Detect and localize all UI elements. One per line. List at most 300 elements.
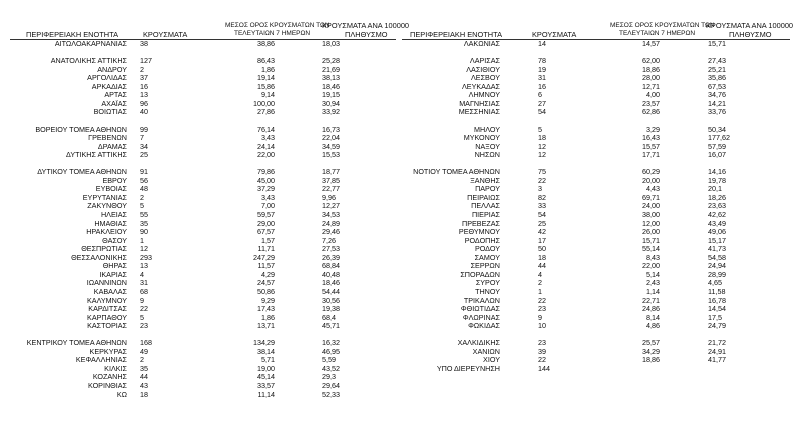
table-row <box>0 177 800 186</box>
avg-value: 19,14 <box>257 73 275 83</box>
rate-value: 41,77 <box>708 355 726 365</box>
rate-value: 68,4 <box>322 312 336 322</box>
avg-value: 20,00 <box>642 175 660 185</box>
table-row <box>0 262 800 271</box>
region-name: ΘΗΡΑΣ <box>102 261 127 271</box>
cases-value: 78 <box>538 56 546 66</box>
cases-value: 22 <box>538 295 546 305</box>
region-name: ΥΠΟ ΔΙΕΡΕΥΝΗΣΗ <box>436 363 500 373</box>
table-row <box>0 322 800 331</box>
cases-value: 37 <box>140 73 148 83</box>
avg-value: 3,29 <box>646 124 660 134</box>
rate-value: 22,04 <box>322 133 340 143</box>
cases-value: 56 <box>140 175 148 185</box>
rate-value: 42,62 <box>708 210 726 219</box>
cases-value: 144 <box>538 363 550 373</box>
region-name: ΚΑΛΥΜΝΟΥ <box>87 295 127 305</box>
region-name: ΚΑΡΠΑΘΟΥ <box>87 312 127 322</box>
cases-value: 2 <box>140 355 144 365</box>
avg-value: 14,57 <box>642 39 660 48</box>
table-row <box>0 134 800 143</box>
rate-value: 24,94 <box>708 261 726 271</box>
region-name: ΜΥΚΟΝΟΥ <box>463 133 500 143</box>
avg-value: 1,14 <box>646 286 660 296</box>
table-row <box>0 297 800 306</box>
avg-value: 22,00 <box>257 150 275 160</box>
avg-value: 38,86 <box>257 39 275 48</box>
avg-value: 24,86 <box>642 304 660 314</box>
region-name: ΘΕΣΣΑΛΟΝΙΚΗΣ <box>71 252 127 262</box>
region-name: ΜΗΛΟΥ <box>474 124 500 134</box>
region-name: ΚΑΡΔΙΤΣΑΣ <box>88 304 127 314</box>
rate-value: 15,17 <box>708 235 726 245</box>
rate-value: 43,52 <box>322 363 340 373</box>
cases-value: 293 <box>140 252 152 262</box>
table-row <box>0 74 800 83</box>
rate-value: 25,28 <box>322 56 340 66</box>
avg-value: 4,43 <box>646 184 660 194</box>
rate-value: 40,48 <box>322 269 340 279</box>
table-row <box>0 339 800 348</box>
rate-value: 57,59 <box>708 141 726 151</box>
avg-value: 26,00 <box>642 227 660 237</box>
cases-value: 5 <box>538 124 542 134</box>
rate-value: 49,06 <box>708 227 726 237</box>
rate-value: 46,95 <box>322 346 340 356</box>
region-name: ΑΡΚΑΔΙΑΣ <box>91 81 127 91</box>
cases-value: 54 <box>538 107 546 117</box>
avg-value: 1,86 <box>261 64 275 74</box>
rate-value: 45,71 <box>322 321 340 331</box>
region-name: ΑΡΓΟΛΙΔΑΣ <box>87 73 127 83</box>
rate-value: 18,26 <box>708 192 726 202</box>
cases-value: 5 <box>140 312 144 322</box>
cases-value: 4 <box>538 269 542 279</box>
avg-value: 50,86 <box>257 286 275 296</box>
avg-value: 22,00 <box>642 261 660 271</box>
avg-value: 11,71 <box>257 244 275 254</box>
cases-value: 22 <box>538 355 546 365</box>
region-name: ΛΕΣΒΟΥ <box>471 73 500 83</box>
avg-value: 22,71 <box>642 295 660 305</box>
avg-value: 24,57 <box>257 278 275 288</box>
region-name: ΚΕΦΑΛΛΗΝΙΑΣ <box>75 355 127 365</box>
table-row <box>0 202 800 211</box>
table-row <box>0 220 800 229</box>
table-row <box>0 185 800 194</box>
rate-value: 9,96 <box>322 192 336 202</box>
cases-value: 18 <box>538 252 546 262</box>
rate-value: 29,46 <box>322 227 340 237</box>
cases-value: 9 <box>140 295 144 305</box>
cases-value: 91 <box>140 167 148 177</box>
region-name: ΜΕΣΣΗΝΙΑΣ <box>458 107 500 117</box>
cases-value: 168 <box>140 338 152 348</box>
table-row <box>0 100 800 109</box>
cases-value: 6 <box>538 90 542 100</box>
table-row <box>0 66 800 75</box>
cases-value: 50 <box>538 244 546 254</box>
avg-value: 55,14 <box>642 244 660 254</box>
rate-value: 35,86 <box>708 73 726 83</box>
avg-value: 34,29 <box>642 346 660 356</box>
cases-value: 14 <box>538 39 546 48</box>
rate-value: 24,79 <box>708 321 726 331</box>
rate-value: 18,46 <box>322 81 340 91</box>
rate-value: 23,63 <box>708 201 726 211</box>
rate-value: 30,56 <box>322 295 340 305</box>
region-name: ΑΙΤΩΛΟΑΚΑΡΝΑΝΙΑΣ <box>54 39 127 48</box>
rate-value: 50,34 <box>708 124 726 134</box>
rate-value: 30,94 <box>322 98 340 108</box>
avg-value: 7,00 <box>261 201 275 211</box>
region-name: ΚΑΣΤΟΡΙΑΣ <box>87 321 127 331</box>
region-name: ΒΟΙΩΤΙΑΣ <box>93 107 127 117</box>
left-header-avg-line1: ΜΕΣΟΣ ΟΡΟΣ ΚΡΟΥΣΜΑΤΩΝ ΤΩΝ <box>225 22 330 29</box>
region-name: ΤΡΙΚΑΛΩΝ <box>463 295 500 305</box>
avg-value: 3,43 <box>261 133 275 143</box>
avg-value: 16,43 <box>642 133 660 143</box>
region-name: ΗΡΑΚΛΕΙΟΥ <box>86 227 127 237</box>
cases-value: 31 <box>140 278 148 288</box>
cases-value: 44 <box>140 372 148 382</box>
cases-value: 68 <box>140 286 148 296</box>
cases-value: 17 <box>538 235 546 245</box>
avg-value: 12,00 <box>642 218 660 228</box>
rate-value: 24,89 <box>322 218 340 228</box>
table-row <box>0 356 800 365</box>
avg-value: 2,43 <box>646 278 660 288</box>
rate-value: 26,39 <box>322 252 340 262</box>
cases-value: 18 <box>538 133 546 143</box>
rate-value: 41,73 <box>708 244 726 254</box>
left-header-cases: ΚΡΟΥΣΜΑΤΑ <box>143 30 188 39</box>
region-name: ΛΑΡΙΣΑΣ <box>469 56 500 66</box>
cases-value: 9 <box>538 312 542 322</box>
region-name: ΑΝΔΡΟΥ <box>97 64 127 74</box>
cases-value: 31 <box>538 73 546 83</box>
rate-value: 16,73 <box>322 124 340 134</box>
rate-value: 19,38 <box>322 304 340 314</box>
cases-value: 44 <box>538 261 546 271</box>
cases-value: 13 <box>140 90 148 100</box>
region-name: ΒΟΡΕΙΟΥ ΤΟΜΕΑ ΑΘΗΝΩΝ <box>35 124 127 134</box>
rate-value: 7,26 <box>322 235 336 245</box>
right-header-avg-line1: ΜΕΣΟΣ ΟΡΟΣ ΚΡΟΥΣΜΑΤΩΝ ΤΩΝ <box>610 22 715 29</box>
table-row <box>0 211 800 220</box>
rate-value: 33,92 <box>322 107 340 117</box>
rate-value: 14,21 <box>708 98 726 108</box>
cases-value: 25 <box>140 150 148 160</box>
rate-value: 18,03 <box>322 39 340 48</box>
region-name: ΝΟΤΙΟΥ ΤΟΜΕΑ ΑΘΗΝΩΝ <box>413 167 500 177</box>
rate-value: 25,21 <box>708 64 726 74</box>
rate-value: 20,1 <box>708 184 722 194</box>
avg-value: 24,14 <box>257 141 275 151</box>
avg-value: 8,43 <box>646 252 660 262</box>
cases-value: 2 <box>140 64 144 74</box>
cases-value: 43 <box>140 381 148 390</box>
avg-value: 12,71 <box>642 81 660 91</box>
right-header-cases: ΚΡΟΥΣΜΑΤΑ <box>532 30 577 39</box>
cases-value: 19 <box>538 64 546 74</box>
rate-value: 11,58 <box>708 286 726 296</box>
cases-value: 3 <box>538 184 542 194</box>
cases-value: 4 <box>140 269 144 279</box>
table-row <box>0 279 800 288</box>
left-header-rate-line1: ΚΡΟΥΣΜΑΤΑ ΑΝΑ 100000 <box>322 21 410 30</box>
avg-value: 8,14 <box>646 312 660 322</box>
cases-value: 22 <box>538 175 546 185</box>
rate-value: 177,62 <box>708 133 730 143</box>
region-name: ΣΠΟΡΑΔΩΝ <box>460 269 500 279</box>
avg-value: 33,57 <box>257 381 275 390</box>
avg-value: 5,14 <box>646 269 660 279</box>
table-row <box>0 228 800 237</box>
region-name: ΚΟΡΙΝΘΙΑΣ <box>88 381 127 390</box>
region-name: ΡΕΘΥΜΝΟΥ <box>458 227 500 237</box>
rate-value: 29,64 <box>322 381 340 390</box>
region-name: ΧΑΛΚΙΔΙΚΗΣ <box>457 338 500 348</box>
region-name: ΞΑΝΘΗΣ <box>470 175 500 185</box>
region-name: ΕΒΡΟΥ <box>102 175 127 185</box>
region-name: ΣΥΡΟΥ <box>475 278 500 288</box>
avg-value: 5,71 <box>261 355 275 365</box>
rate-value: 38,13 <box>322 73 340 83</box>
cases-value: 42 <box>538 227 546 237</box>
avg-value: 4,00 <box>646 90 660 100</box>
left-header-rate-line2: ΠΛΗΘΥΣΜΟ <box>345 30 388 39</box>
cases-value: 1 <box>140 235 144 245</box>
avg-value: 60,29 <box>642 167 660 177</box>
region-name: ΠΕΙΡΑΙΩΣ <box>467 192 500 202</box>
region-name: ΑΡΤΑΣ <box>104 90 127 100</box>
region-name: ΣΑΜΟΥ <box>474 252 500 262</box>
rate-value: 14,54 <box>708 304 726 314</box>
avg-value: 247,29 <box>253 252 275 262</box>
table-row <box>0 271 800 280</box>
cases-value: 38 <box>140 39 148 48</box>
cases-value: 7 <box>140 133 144 143</box>
region-name: ΚΕΝΤΡΙΚΟΥ ΤΟΜΕΑ ΑΘΗΝΩΝ <box>26 338 127 348</box>
rate-value: 34,53 <box>322 210 340 219</box>
rate-value: 21,69 <box>322 64 340 74</box>
region-name: ΙΚΑΡΙΑΣ <box>99 269 127 279</box>
cases-value: 13 <box>140 261 148 271</box>
avg-value: 45,14 <box>257 372 275 382</box>
cases-value: 90 <box>140 227 148 237</box>
region-name: ΦΘΙΩΤΙΔΑΣ <box>460 304 500 314</box>
table-row <box>0 305 800 314</box>
rate-value: 54,58 <box>708 252 726 262</box>
region-name: ΡΟΔΟΥ <box>474 244 500 254</box>
avg-value: 29,00 <box>257 218 275 228</box>
region-name: ΔΡΑΜΑΣ <box>97 141 127 151</box>
table-row <box>0 365 800 374</box>
avg-value: 27,86 <box>257 107 275 117</box>
avg-value: 67,57 <box>257 227 275 237</box>
rate-value: 14,16 <box>708 167 726 177</box>
cases-value: 23 <box>538 338 546 348</box>
region-name: ΦΩΚΙΔΑΣ <box>468 321 500 331</box>
left-header-avg-line2: ΤΕΛΕΥΤΑΙΩΝ 7 ΗΜΕΡΩΝ <box>234 30 311 37</box>
avg-value: 37,29 <box>257 184 275 194</box>
region-name: ΔΥΤΙΚΟΥ ΤΟΜΕΑ ΑΘΗΝΩΝ <box>37 167 127 177</box>
avg-value: 17,43 <box>257 304 275 314</box>
avg-value: 100,00 <box>253 98 275 108</box>
region-name: ΧΙΟΥ <box>483 355 500 365</box>
region-name: ΚΑΒΑΛΑΣ <box>93 286 127 296</box>
rate-value: 27,43 <box>708 56 726 66</box>
right-header-rate-line1: ΚΡΟΥΣΜΑΤΑ ΑΝΑ 100000 <box>706 21 794 30</box>
region-name: ΖΑΚΥΝΘΟΥ <box>87 201 127 211</box>
table-row <box>0 194 800 203</box>
table-row <box>0 57 800 66</box>
cases-value: 75 <box>538 167 546 177</box>
rate-value: 16,07 <box>708 150 726 160</box>
avg-value: 11,14 <box>257 389 275 399</box>
avg-value: 59,57 <box>257 210 275 219</box>
region-name: ΠΕΛΛΑΣ <box>471 201 500 211</box>
region-name: ΤΗΝΟΥ <box>475 286 500 296</box>
region-name: ΛΑΚΩΝΙΑΣ <box>463 39 500 48</box>
cases-value: 35 <box>140 218 148 228</box>
table-row <box>0 254 800 263</box>
region-name: ΠΑΡΟΥ <box>475 184 500 194</box>
rate-value: 15,71 <box>708 39 726 48</box>
rate-value: 18,46 <box>322 278 340 288</box>
avg-value: 28,00 <box>642 73 660 83</box>
avg-value: 13,71 <box>257 321 275 331</box>
right-header-region: ΠΕΡΙΦΕΡΕΙΑΚΗ ΕΝΟΤΗΤΑ <box>410 30 502 39</box>
avg-value: 62,86 <box>642 107 660 117</box>
rate-value: 43,49 <box>708 218 726 228</box>
avg-value: 76,14 <box>257 124 275 134</box>
cases-value: 34 <box>140 141 148 151</box>
cases-value: 22 <box>140 304 148 314</box>
avg-value: 4,86 <box>646 321 660 331</box>
table-row <box>0 168 800 177</box>
table-row <box>0 151 800 160</box>
cases-value: 39 <box>538 346 546 356</box>
rate-value: 28,99 <box>708 269 726 279</box>
cases-value: 12 <box>538 141 546 151</box>
cases-value: 40 <box>140 107 148 117</box>
cases-value: 23 <box>538 304 546 314</box>
avg-value: 134,29 <box>253 338 275 348</box>
cases-value: 35 <box>140 363 148 373</box>
region-name: ΚΟΖΑΝΗΣ <box>92 372 127 382</box>
avg-value: 15,86 <box>257 81 275 91</box>
rate-value: 68,84 <box>322 261 340 271</box>
cases-value: 82 <box>538 192 546 202</box>
rate-value: 18,77 <box>322 167 340 177</box>
avg-value: 19,00 <box>257 363 275 373</box>
region-name: ΝΗΣΩΝ <box>474 150 500 160</box>
region-name: ΦΛΩΡΙΝΑΣ <box>462 312 500 322</box>
rate-value: 29,3 <box>322 372 336 382</box>
cases-value: 54 <box>538 210 546 219</box>
cases-value: 48 <box>140 184 148 194</box>
region-name: ΠΡΕΒΕΖΑΣ <box>462 218 500 228</box>
cases-value: 99 <box>140 124 148 134</box>
rate-value: 34,76 <box>708 90 726 100</box>
cases-value: 12 <box>538 150 546 160</box>
rate-value: 37,85 <box>322 175 340 185</box>
region-name: ΛΑΣΙΘΙΟΥ <box>466 64 500 74</box>
cases-value: 1 <box>538 286 542 296</box>
rate-value: 34,59 <box>322 141 340 151</box>
cases-value: 2 <box>140 192 144 202</box>
rate-value: 27,53 <box>322 244 340 254</box>
rate-value: 54,44 <box>322 286 340 296</box>
rate-value: 19,15 <box>322 90 340 100</box>
avg-value: 62,00 <box>642 56 660 66</box>
region-name: ΛΕΥΚΑΔΑΣ <box>461 81 500 91</box>
avg-value: 24,00 <box>642 201 660 211</box>
table-row <box>0 348 800 357</box>
right-header-rate-line2: ΠΛΗΘΥΣΜΟ <box>729 30 772 39</box>
rate-value: 33,76 <box>708 107 726 117</box>
cases-value: 12 <box>140 244 148 254</box>
cases-value: 5 <box>140 201 144 211</box>
rate-value: 15,53 <box>322 150 340 160</box>
rate-value: 24,91 <box>708 346 726 356</box>
cases-value: 2 <box>538 278 542 288</box>
region-name: ΝΑΞΟΥ <box>475 141 500 151</box>
table-row <box>0 108 800 117</box>
right-header-avg-line2: ΤΕΛΕΥΤΑΙΩΝ 7 ΗΜΕΡΩΝ <box>619 30 696 37</box>
avg-value: 69,71 <box>642 192 660 202</box>
table-row <box>0 391 800 400</box>
avg-value: 15,71 <box>642 235 660 245</box>
cases-value: 33 <box>538 201 546 211</box>
rate-value: 22,77 <box>322 184 340 194</box>
avg-value: 1,57 <box>261 235 275 245</box>
region-name: ΗΜΑΘΙΑΣ <box>94 218 127 228</box>
avg-value: 17,71 <box>642 150 660 160</box>
region-name: ΚΩ <box>116 389 127 399</box>
table-row <box>0 91 800 100</box>
avg-value: 4,29 <box>261 269 275 279</box>
cases-value: 18 <box>140 389 148 399</box>
rate-value: 12,27 <box>322 201 340 211</box>
region-name: ΚΕΡΚΥΡΑΣ <box>89 346 127 356</box>
avg-value: 25,57 <box>642 338 660 348</box>
cases-value: 127 <box>140 56 152 66</box>
cases-value: 55 <box>140 210 148 219</box>
region-name: ΔΥΤΙΚΗΣ ΑΤΤΙΚΗΣ <box>66 150 127 160</box>
region-name: ΘΑΣΟΥ <box>102 235 127 245</box>
region-name: ΑΝΑΤΟΛΙΚΗΣ ΑΤΤΙΚΗΣ <box>50 56 127 66</box>
avg-value: 23,57 <box>642 98 660 108</box>
cases-value: 23 <box>140 321 148 331</box>
table-row <box>0 40 800 49</box>
avg-value: 18,86 <box>642 355 660 365</box>
left-header-region: ΠΕΡΙΦΕΡΕΙΑΚΗ ΕΝΟΤΗΤΑ <box>26 30 118 39</box>
cases-value: 25 <box>538 218 546 228</box>
rate-value: 17,5 <box>708 312 722 322</box>
avg-value: 38,14 <box>257 346 275 356</box>
rate-value: 52,33 <box>322 389 340 399</box>
avg-value: 18,86 <box>642 64 660 74</box>
rate-value: 5,59 <box>322 355 336 365</box>
avg-value: 9,29 <box>261 295 275 305</box>
cases-value: 16 <box>140 81 148 91</box>
avg-value: 45,00 <box>257 175 275 185</box>
region-name: ΡΟΔΟΠΗΣ <box>464 235 500 245</box>
rate-value: 19,78 <box>708 175 726 185</box>
